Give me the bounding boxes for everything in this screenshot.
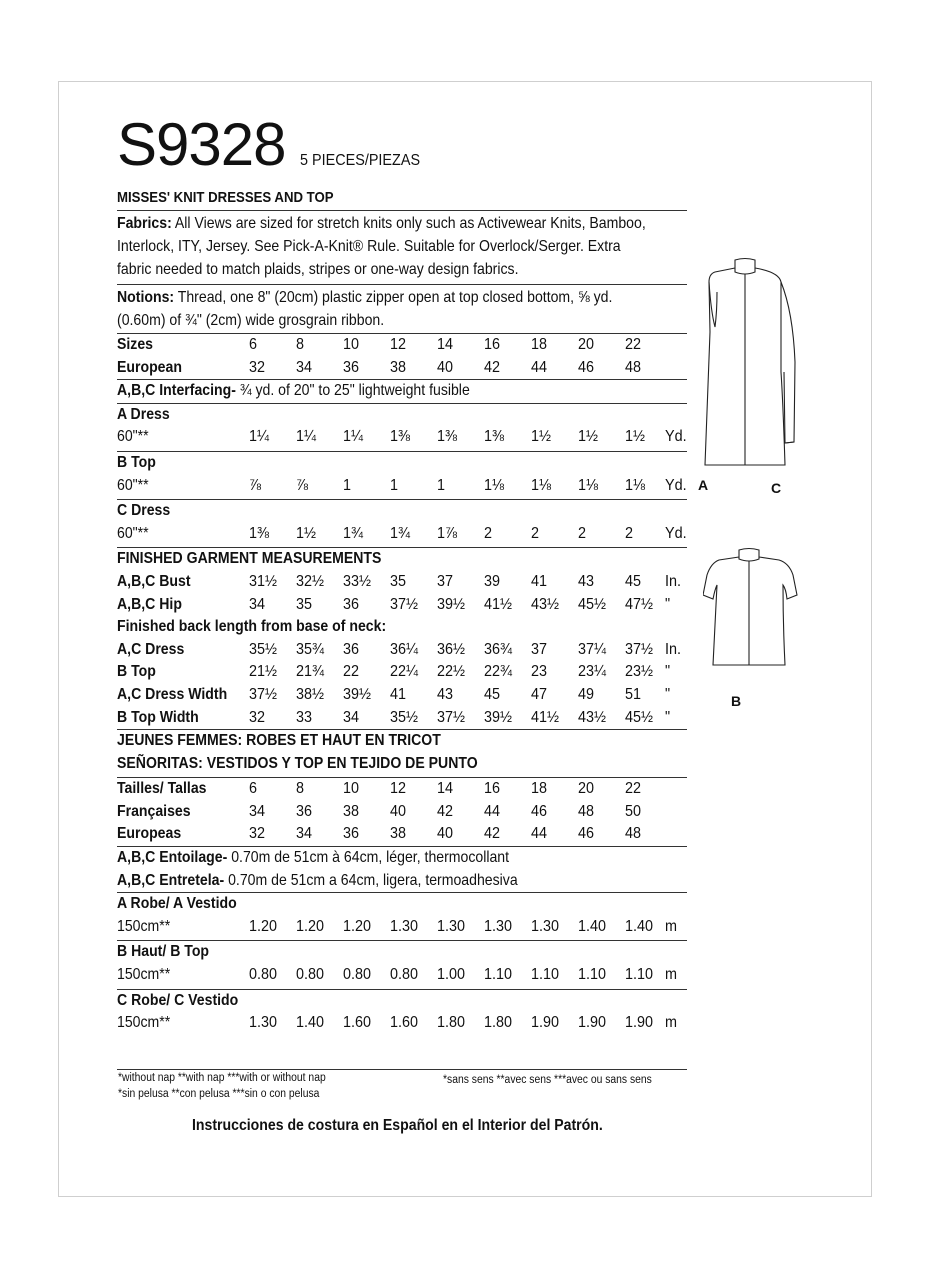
table-cell: 1⅛ [484,476,505,494]
table-cell: 31½ [249,572,278,590]
table-cell: 2 [531,524,540,542]
yardage-row [117,426,687,449]
unit-label: " [665,708,671,726]
table-cell: 1.60 [390,1014,419,1032]
table-cell: ⅞ [249,476,262,494]
table-cell: ⅞ [296,476,309,494]
table-cell: 1 [390,476,399,494]
table-cell: 35½ [249,640,278,658]
table-cell: 18 [531,780,548,798]
fabric-width: 60"** [117,428,149,446]
table-cell: 1½ [578,428,599,446]
table-cell: 32 [249,708,266,726]
table-cell: 43½ [531,595,560,613]
table-cell: 1¼ [249,428,270,446]
table-cell: 38 [343,802,360,820]
footnote-es: *sin pelusa **con pelusa ***sin o con pelusa [118,1088,320,1100]
spanish-instructions-note: Instrucciones de costura en Español en el Interior del Patrón. [192,1117,603,1134]
unit-label: Yd. [665,428,687,446]
table-cell: 41½ [531,708,560,726]
table-cell: 1.80 [484,1014,513,1032]
table-cell: 8 [296,336,305,353]
table-cell: 39 [484,572,501,590]
table-cell: 1.90 [531,1014,560,1032]
size-table-fr-es [117,778,687,846]
finished-heading: FINISHED GARMENT MEASUREMENTS [117,550,382,568]
unit-label: m [665,917,677,935]
yardage-row [117,916,687,939]
unit-label: m [665,1014,677,1032]
view-label-b: B [731,693,742,709]
unit-label: Yd. [665,524,687,542]
fabrics-label: Fabrics: [117,215,172,232]
table-cell: 32 [249,825,266,843]
notions-line: Thread, one 8" (20cm) plastic zipper open at top closed bottom, ⅝ yd. [177,289,613,306]
table-cell: 36¼ [390,640,419,658]
pattern-title: MISSES' KNIT DRESSES AND TOP [117,189,334,206]
table-cell: 1.60 [343,1014,372,1032]
row-label: Tailles/ Tallas [117,780,207,798]
table-cell: 1 [437,476,446,494]
divider [117,1069,687,1070]
table-cell: 23½ [625,663,654,681]
row-interfacing [117,380,687,403]
divider [117,210,687,211]
table-cell: 1.40 [625,917,654,935]
table-cell: 45 [625,572,642,590]
row-label: A,C Dress [117,640,185,658]
table-cell: 0.80 [296,966,325,984]
back-length-heading: Finished back length from base of neck: [117,618,387,636]
unit-label: " [665,595,671,613]
table-cell: 42 [484,825,501,843]
table-cell: 35 [390,572,407,590]
table-cell: 47 [531,685,548,703]
french-spanish-title [117,730,687,775]
table-cell: 35¾ [296,640,325,658]
yardage-row [117,1012,687,1035]
header [117,110,687,180]
table-cell: 22 [625,780,642,798]
table-cell: 37 [531,640,548,658]
table-cell: 51 [625,685,642,703]
fabrics-section [117,212,687,281]
row-bust [117,571,687,594]
table-cell: 1¾ [390,524,411,542]
table-cell: 1⅛ [578,476,599,494]
view-label: A Robe/ A Vestido [117,895,237,913]
table-cell: 2 [578,524,587,542]
table-cell: 1⅜ [390,428,411,446]
table-cell: 44 [531,358,548,376]
table-cell: 44 [531,825,548,843]
entoilage-text: 0.70m de 51cm à 64cm, léger, thermocollant [231,849,510,867]
table-cell: 36 [343,595,360,613]
table-cell: 32 [249,358,266,376]
table-cell: 35½ [390,708,419,726]
yardage-row [117,964,687,987]
fabric-width: 60"** [117,524,149,542]
table-cell: 46 [578,825,595,843]
table-cell: 36 [343,358,360,376]
table-cell: 1⅞ [437,524,458,542]
table-cell: 8 [296,780,305,798]
table-cell: 21½ [249,663,278,681]
table-cell: 1.30 [437,917,466,935]
table-cell: 41 [531,572,548,590]
row-length [117,661,687,684]
table-cell: 12 [390,336,407,353]
divider [117,284,687,285]
unit-label: m [665,966,677,984]
row-european [117,357,687,380]
table-cell: 1.10 [531,966,560,984]
row-label: B Top [117,663,156,681]
metric-yardage-b [117,941,687,986]
table-cell: 40 [437,358,454,376]
table-cell: 20 [578,780,595,798]
table-cell: 1.20 [343,917,372,935]
table-cell: 39½ [343,685,372,703]
table-cell: 0.80 [390,966,419,984]
fabrics-line: Interlock, ITY, Jersey. See Pick-A-Knit® Rule. Suitable for Overlock/Serger. Extra [117,238,621,255]
table-cell: 34 [249,595,266,613]
table-cell: 34 [296,825,313,843]
table-cell: 43 [437,685,454,703]
table-cell: 1.30 [531,917,560,935]
fabrics-line: All Views are sized for stretch knits only such as Activewear Knits, Bamboo, [174,215,646,232]
table-cell: 46 [531,802,548,820]
interfacing-text: ¾ yd. of 20" to 25" lightweight fusible [239,382,470,400]
table-cell: 1 [343,476,352,494]
footnote-en: *without nap **with nap ***with or without nap [118,1072,326,1084]
interfacing-label: A,B,C Interfacing- [117,382,236,400]
table-cell: 22 [625,336,642,353]
table-cell: 50 [625,802,642,820]
table-cell: 0.80 [249,966,278,984]
fabric-width: 60"** [117,476,149,494]
table-cell: 2 [625,524,634,542]
table-cell: 40 [437,825,454,843]
table-cell: 1.80 [437,1014,466,1032]
row-label: Sizes [117,336,154,353]
table-cell: 1⅜ [484,428,505,446]
table-cell: 49 [578,685,595,703]
table-cell: 1.40 [296,1014,325,1032]
table-cell: 18 [531,336,548,353]
notions-line: (0.60m) of ¾" (2cm) wide grosgrain ribbon. [117,312,385,329]
table-cell: 36¾ [484,640,513,658]
unit-label: In. [665,640,682,658]
table-cell: 41½ [484,595,513,613]
row-label: Europeas [117,825,182,843]
table-cell: 48 [578,802,595,820]
yardage-a [117,404,687,449]
row-length [117,684,687,707]
table-cell: 42 [437,802,454,820]
unit-label: In. [665,572,682,590]
fabric-width: 150cm** [117,966,171,984]
table-cell: 45 [484,685,501,703]
table-cell: 1.30 [484,917,513,935]
table-cell: 37½ [625,640,654,658]
table-cell: 32½ [296,572,325,590]
yardage-row [117,523,687,546]
table-cell: 20 [578,336,595,353]
table-cell: 42 [484,358,501,376]
table-cell: 1.20 [296,917,325,935]
table-cell: 36 [343,640,360,658]
row-sizes [117,334,687,357]
table-cell: 1½ [296,524,317,542]
row-length [117,707,687,730]
table-cell: 1⅛ [625,476,646,494]
top-back-view-sketch [703,545,799,673]
table-cell: 37½ [249,685,278,703]
row-label: B Top Width [117,708,199,726]
row-hip [117,594,687,617]
table-cell: 33 [296,708,313,726]
table-cell: 47½ [625,595,654,613]
table-cell: 43 [578,572,595,590]
unit-label: " [665,685,671,703]
notions-label: Notions: [117,289,175,306]
table-cell: 1.30 [390,917,419,935]
table-cell: 34 [343,708,360,726]
table-cell: 43½ [578,708,607,726]
row-length [117,639,687,662]
table-cell: 1⅛ [531,476,552,494]
table-cell: 22½ [437,663,466,681]
pattern-envelope-back [117,110,687,1035]
table-cell: 16 [484,336,501,353]
table-cell: 36 [343,825,360,843]
table-cell: 37 [437,572,454,590]
row-label: European [117,358,182,376]
table-cell: 1.90 [625,1014,654,1032]
table-cell: 1.10 [578,966,607,984]
pattern-number: S9328 [117,111,286,178]
dress-back-view-sketch [695,252,805,474]
row-europeas [117,823,687,846]
table-cell: 34 [296,358,313,376]
table-cell: 37½ [390,595,419,613]
table-cell: 48 [625,825,642,843]
row-tailles [117,778,687,801]
unit-label: Yd. [665,476,687,494]
table-cell: 38½ [296,685,325,703]
table-cell: 1.10 [625,966,654,984]
metric-yardage-c [117,990,687,1035]
table-cell: 36 [296,802,313,820]
finished-measurements [117,548,687,729]
table-cell: 45½ [625,708,654,726]
table-cell: 21¾ [296,663,325,681]
table-cell: 40 [390,802,407,820]
table-cell: 1½ [625,428,646,446]
view-label: A Dress [117,405,170,423]
entretela-label: A,B,C Entretela- [117,871,225,889]
table-cell: 44 [484,802,501,820]
table-cell: 36½ [437,640,466,658]
table-cell: 22 [343,663,360,681]
table-cell: 1¾ [343,524,364,542]
table-cell: 0.80 [343,966,372,984]
table-cell: 6 [249,780,258,798]
view-label-c: C [771,480,782,496]
table-cell: 14 [437,780,454,798]
row-label: A,B,C Bust [117,572,191,590]
table-cell: 41 [390,685,407,703]
title-es: SEÑORITAS: VESTIDOS Y TOP EN TEJIDO DE PUNTO [117,754,478,772]
view-label: B Top [117,453,156,471]
table-cell: 14 [437,336,454,353]
notions-section [117,286,687,332]
table-cell: 1.40 [578,917,607,935]
table-cell: 1¼ [343,428,364,446]
metric-yardage-a [117,893,687,938]
title-fr: JEUNES FEMMES: ROBES ET HAUT EN TRICOT [117,732,441,750]
table-cell: 2 [484,524,493,542]
table-cell: 46 [578,358,595,376]
table-cell: 12 [390,780,407,798]
table-cell: 1¼ [296,428,317,446]
fabric-width: 150cm** [117,917,171,935]
row-label: A,B,C Hip [117,595,182,613]
table-cell: 1½ [531,428,552,446]
table-cell: 1.10 [484,966,513,984]
table-cell: 45½ [578,595,607,613]
table-cell: 34 [249,802,266,820]
table-cell: 1.00 [437,966,466,984]
table-cell: 1.30 [249,1014,278,1032]
pieces-count: 5 PIECES/PIEZAS [299,152,420,169]
entoilage-label: A,B,C Entoilage- [117,849,228,867]
size-table [117,334,687,379]
yardage-c [117,500,687,545]
table-cell: 23¼ [578,663,607,681]
table-cell: 1⅜ [437,428,458,446]
fabric-width: 150cm** [117,1014,171,1032]
table-cell: 1.20 [249,917,278,935]
table-cell: 22¾ [484,663,513,681]
table-cell: 38 [390,825,407,843]
table-cell: 37¼ [578,640,607,658]
view-label: C Robe/ C Vestido [117,991,239,1009]
yardage-row [117,475,687,498]
table-cell: 33½ [343,572,372,590]
view-label-a: A [698,477,709,493]
view-label: C Dress [117,502,171,520]
view-label: B Haut/ B Top [117,943,210,961]
table-cell: 35 [296,595,313,613]
table-cell: 48 [625,358,642,376]
footnote-fr: *sans sens **avec sens ***avec ou sans sens [443,1074,652,1086]
table-cell: 10 [343,336,360,353]
table-cell: 37½ [437,708,466,726]
table-cell: 22¼ [390,663,419,681]
table-cell: 1⅜ [249,524,270,542]
entretela-text: 0.70m de 51cm a 64cm, ligera, termoadhesiva [228,871,518,889]
table-cell: 16 [484,780,501,798]
table-cell: 23 [531,663,548,681]
table-cell: 6 [249,336,258,353]
table-cell: 38 [390,358,407,376]
table-cell: 10 [343,780,360,798]
table-cell: 1.90 [578,1014,607,1032]
fabrics-line: fabric needed to match plaids, stripes or one-way design fabrics. [117,261,519,278]
row-label: Françaises [117,802,191,820]
unit-label: " [665,663,671,681]
table-cell: 39½ [484,708,513,726]
row-label: A,C Dress Width [117,685,228,703]
table-cell: 39½ [437,595,466,613]
yardage-b [117,452,687,497]
row-francaises [117,801,687,824]
